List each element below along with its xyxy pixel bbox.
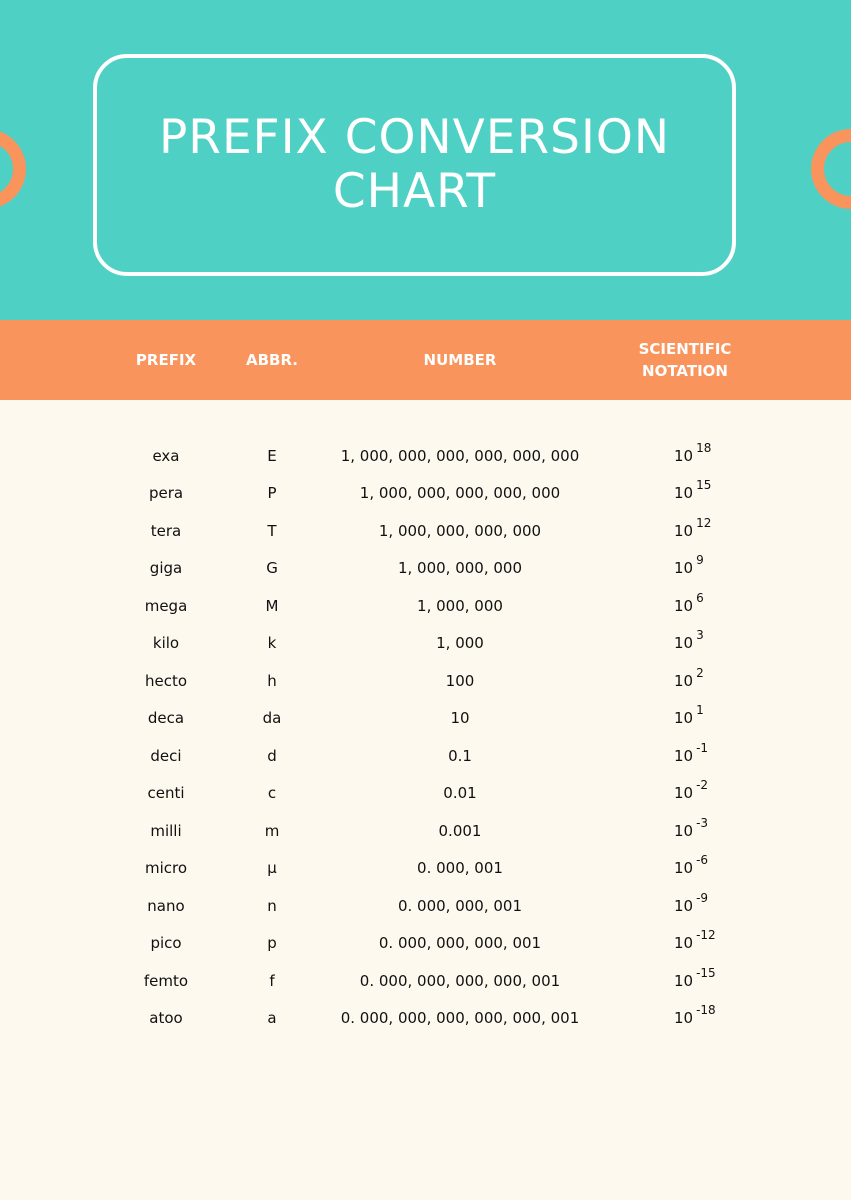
scientific-base: 10 bbox=[674, 971, 694, 990]
scientific-cell bbox=[674, 737, 754, 775]
abbr-cell: h bbox=[267, 671, 277, 690]
scientific-base: 10 bbox=[674, 784, 694, 803]
scientific-exponent: -3 bbox=[696, 815, 709, 830]
table-row bbox=[0, 662, 851, 700]
table-row bbox=[0, 625, 851, 663]
table-row bbox=[0, 850, 851, 888]
scientific-base: 10 bbox=[674, 484, 694, 503]
scientific-cell bbox=[674, 775, 754, 813]
number-cell: 1, 000 bbox=[436, 634, 484, 653]
prefix-cell: hecto bbox=[144, 671, 188, 690]
scientific-base: 10 bbox=[674, 746, 694, 765]
scientific-base: 10 bbox=[674, 634, 694, 653]
prefix-cell: centi bbox=[147, 784, 185, 803]
number-cell: 1, 000, 000, 000, 000, 000 bbox=[359, 484, 561, 503]
scientific-base: 10 bbox=[674, 521, 694, 540]
prefix-cell: kilo bbox=[152, 634, 180, 653]
table-row bbox=[0, 887, 851, 925]
scientific-exponent: -2 bbox=[696, 778, 709, 793]
table-row bbox=[0, 962, 851, 1000]
scientific-exponent: 18 bbox=[696, 440, 712, 455]
scientific-base: 10 bbox=[674, 821, 694, 840]
prefix-cell: exa bbox=[152, 446, 180, 465]
number-cell: 100 bbox=[445, 671, 475, 690]
scientific-cell bbox=[674, 812, 754, 850]
abbr-cell: d bbox=[267, 746, 277, 765]
scientific-cell bbox=[674, 962, 754, 1000]
abbr-cell: n bbox=[267, 896, 277, 915]
scientific-cell bbox=[674, 887, 754, 925]
abbr-cell: μ bbox=[267, 859, 277, 878]
decorative-ring-right bbox=[811, 129, 851, 209]
abbr-cell: m bbox=[264, 821, 280, 840]
table-row bbox=[0, 475, 851, 513]
scientific-base: 10 bbox=[674, 896, 694, 915]
scientific-exponent: 1 bbox=[696, 703, 704, 718]
abbr-cell: M bbox=[265, 596, 279, 615]
scientific-exponent: 9 bbox=[696, 553, 704, 568]
number-cell: 1, 000, 000 bbox=[417, 596, 503, 615]
prefix-table-body bbox=[0, 437, 851, 1037]
prefix-cell: deca bbox=[147, 709, 185, 728]
abbr-cell: da bbox=[262, 709, 282, 728]
scientific-exponent: 12 bbox=[696, 515, 712, 530]
prefix-cell: giga bbox=[149, 559, 183, 578]
number-cell: 1, 000, 000, 000, 000 bbox=[378, 521, 542, 540]
title-frame bbox=[93, 54, 736, 276]
abbr-cell: E bbox=[267, 446, 277, 465]
table-row bbox=[0, 812, 851, 850]
scientific-exponent: -1 bbox=[696, 740, 709, 755]
abbr-cell: T bbox=[267, 521, 277, 540]
scientific-base: 10 bbox=[674, 934, 694, 953]
header-abbr: ABBR. bbox=[245, 351, 298, 369]
scientific-base: 10 bbox=[674, 596, 694, 615]
scientific-base: 10 bbox=[674, 859, 694, 878]
abbr-cell: a bbox=[267, 1009, 277, 1028]
scientific-cell bbox=[674, 1000, 754, 1038]
prefix-cell: nano bbox=[147, 896, 185, 915]
scientific-exponent: -12 bbox=[696, 928, 716, 943]
header-scientific-line2: NOTATION bbox=[642, 362, 728, 380]
abbr-cell: p bbox=[267, 934, 277, 953]
scientific-cell bbox=[674, 550, 754, 588]
scientific-exponent: 3 bbox=[696, 628, 704, 643]
number-cell: 0.1 bbox=[448, 746, 472, 765]
scientific-exponent: -15 bbox=[696, 965, 716, 980]
table-row bbox=[0, 587, 851, 625]
prefix-cell: deci bbox=[150, 746, 182, 765]
header-scientific-notation bbox=[620, 320, 750, 400]
scientific-cell bbox=[674, 512, 754, 550]
table-row bbox=[0, 737, 851, 775]
number-cell: 0. 000, 001 bbox=[417, 859, 503, 878]
table-header bbox=[0, 320, 851, 400]
abbr-cell: P bbox=[267, 484, 277, 503]
page-title: PREFIX CONVERSION CHART bbox=[158, 110, 671, 219]
decorative-ring-left bbox=[0, 129, 26, 209]
table-row bbox=[0, 925, 851, 963]
header-prefix: PREFIX bbox=[135, 351, 197, 369]
prefix-cell: micro bbox=[144, 859, 188, 878]
number-cell: 1, 000, 000, 000 bbox=[397, 559, 523, 578]
scientific-exponent: -18 bbox=[696, 1003, 716, 1018]
abbr-cell: k bbox=[267, 634, 277, 653]
scientific-base: 10 bbox=[674, 671, 694, 690]
scientific-cell bbox=[674, 587, 754, 625]
number-cell: 1, 000, 000, 000, 000, 000, 000 bbox=[340, 446, 580, 465]
scientific-base: 10 bbox=[674, 1009, 694, 1028]
number-cell: 0. 000, 000, 000, 001 bbox=[378, 934, 542, 953]
number-cell: 0. 000, 000, 000, 000, 000, 001 bbox=[340, 1009, 580, 1028]
prefix-cell: pera bbox=[148, 484, 184, 503]
abbr-cell: G bbox=[266, 559, 278, 578]
scientific-exponent: 6 bbox=[696, 590, 704, 605]
header-scientific-line1: SCIENTIFIC bbox=[638, 340, 732, 358]
table-row bbox=[0, 700, 851, 738]
prefix-cell: mega bbox=[144, 596, 188, 615]
scientific-cell bbox=[674, 437, 754, 475]
number-cell: 0.001 bbox=[438, 821, 482, 840]
scientific-base: 10 bbox=[674, 559, 694, 578]
number-cell: 0. 000, 000, 001 bbox=[397, 896, 523, 915]
scientific-exponent: -6 bbox=[696, 853, 709, 868]
abbr-cell: c bbox=[267, 784, 277, 803]
prefix-cell: atoo bbox=[149, 1009, 183, 1028]
prefix-cell: femto bbox=[143, 971, 189, 990]
scientific-cell bbox=[674, 625, 754, 663]
scientific-base: 10 bbox=[674, 709, 694, 728]
number-cell: 10 bbox=[450, 709, 470, 728]
table-row bbox=[0, 550, 851, 588]
abbr-cell: f bbox=[269, 971, 275, 990]
table-row bbox=[0, 775, 851, 813]
header-number: NUMBER bbox=[423, 351, 497, 369]
table-row bbox=[0, 512, 851, 550]
scientific-cell bbox=[674, 475, 754, 513]
scientific-base: 10 bbox=[674, 446, 694, 465]
number-cell: 0.01 bbox=[443, 784, 477, 803]
scientific-cell bbox=[674, 662, 754, 700]
scientific-exponent: 15 bbox=[696, 478, 712, 493]
scientific-cell bbox=[674, 925, 754, 963]
scientific-exponent: 2 bbox=[696, 665, 704, 680]
number-cell: 0. 000, 000, 000, 000, 001 bbox=[359, 971, 561, 990]
scientific-cell bbox=[674, 700, 754, 738]
table-row bbox=[0, 437, 851, 475]
prefix-cell: milli bbox=[150, 821, 182, 840]
scientific-exponent: -9 bbox=[696, 890, 709, 905]
table-row bbox=[0, 1000, 851, 1038]
prefix-cell: pico bbox=[150, 934, 182, 953]
prefix-cell: tera bbox=[150, 521, 182, 540]
scientific-cell bbox=[674, 850, 754, 888]
title-banner bbox=[0, 0, 851, 320]
